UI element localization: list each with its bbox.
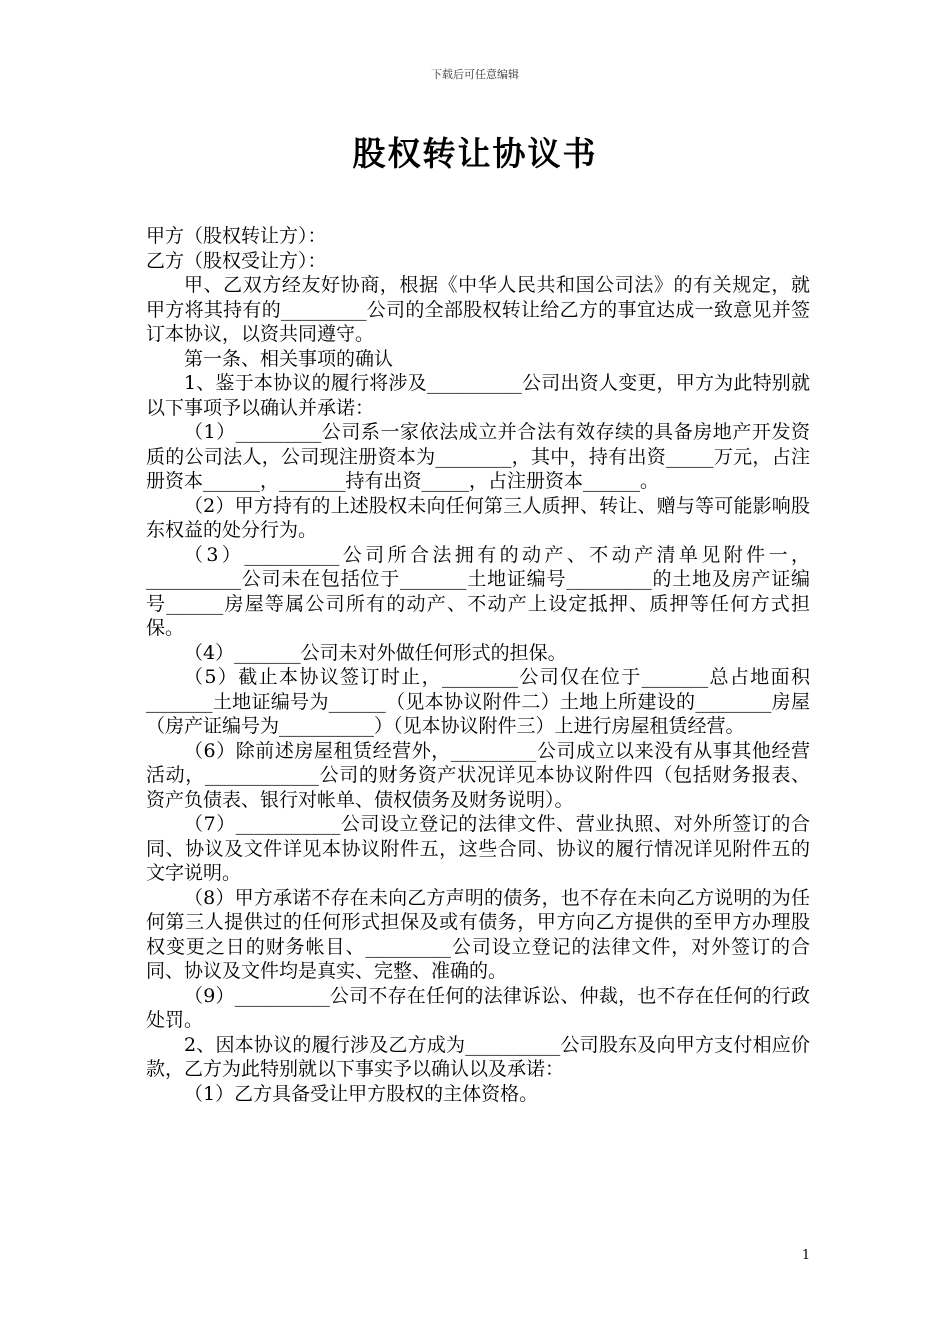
item-3-paragraph: （3）__________公司所合法拥有的动产、不动产清单见附件一，__________公司未在包括位于_______土地证编号_________的土地及房产证编号______房屋等属公司所有的动产、不动产上设定抵押、质押等任何方式担保。 (146, 543, 810, 639)
document-body (146, 224, 810, 1106)
clause-2-item-1-paragraph: （1）乙方具备受让甲方股权的主体资格。 (184, 1082, 539, 1105)
document-title: 股权转让协议书 (352, 134, 598, 173)
header-note: 下载后可任意编辑 (431, 68, 519, 81)
party-b-line: 乙方（股权受让方）： (146, 249, 327, 272)
item-6-paragraph: （6）除前述房屋租赁经营外，_________公司成立以来没有从事其他经营活动，____________公司的财务资产状况详见本协议附件四（包括财务报表、资产负债表、银行对帐单、债权债务及财务说明）。 (146, 739, 810, 811)
item-2-paragraph: （2）甲方持有的上述股权未向任何第三人质押、转让、赠与等可能影响股东权益的处分行为。 (146, 494, 810, 541)
item-9-paragraph: （9）__________公司不存在任何的法律诉讼、仲裁，也不存在任何的行政处罚。 (146, 984, 810, 1031)
page-number: 1 (801, 1248, 811, 1263)
item-8-paragraph: （8）甲方承诺不存在未向乙方声明的债务，也不存在未向乙方说明的为任何第三人提供过的任何形式担保及或有债务，甲方向乙方提供的至甲方办理股权变更之日的财务帐目、_________公司设立登记的法律文件，对外签订的合同、协议及文件均是真实、完整、准确的。 (146, 886, 810, 982)
article-1-heading: 第一条、相关事项的确认 (184, 347, 394, 370)
item-1-paragraph: （1）_________公司系一家依法成立并合法有效存续的具备房地产开发资质的公司法人，公司现注册资本为________，其中，持有出资_____万元，占注册资本______，_______持有出资_____，占注册资本______。 (146, 421, 810, 492)
party-a-line: 甲方（股权转让方）： (146, 225, 327, 247)
item-4-paragraph: （4）_______公司未对外做任何形式的担保。 (184, 641, 567, 664)
clause-2-paragraph: 2、因本协议的履行涉及乙方成为__________公司股东及向甲方支付相应价款，乙方为此特别就以下事实予以确认以及承诺： (146, 1033, 810, 1080)
item-5-paragraph: （5）截止本协议签订时止，________公司仅在位于_______总占地面积_______土地证编号为______（见本协议附件二）土地上所建设的________房屋（房产证编号为__________）（见本协议附件三）上进行房屋租赁经营。 (146, 666, 810, 737)
clause-1-paragraph: 1、鉴于本协议的履行将涉及__________公司出资人变更，甲方为此特别就以下事项予以确认并承诺： (146, 372, 810, 419)
item-7-paragraph: （7）___________公司设立登记的法律文件、营业执照、对外所签订的合同、协议及文件详见本协议附件五，这些合同、协议的履行情况详见附件五的文字说明。 (146, 813, 810, 884)
preamble-paragraph: 甲、乙双方经友好协商，根据《中华人民共和国公司法》的有关规定，就甲方将其持有的_________公司的全部股权转让给乙方的事宜达成一致意见并签订本协议，以资共同遵守。 (146, 274, 810, 345)
